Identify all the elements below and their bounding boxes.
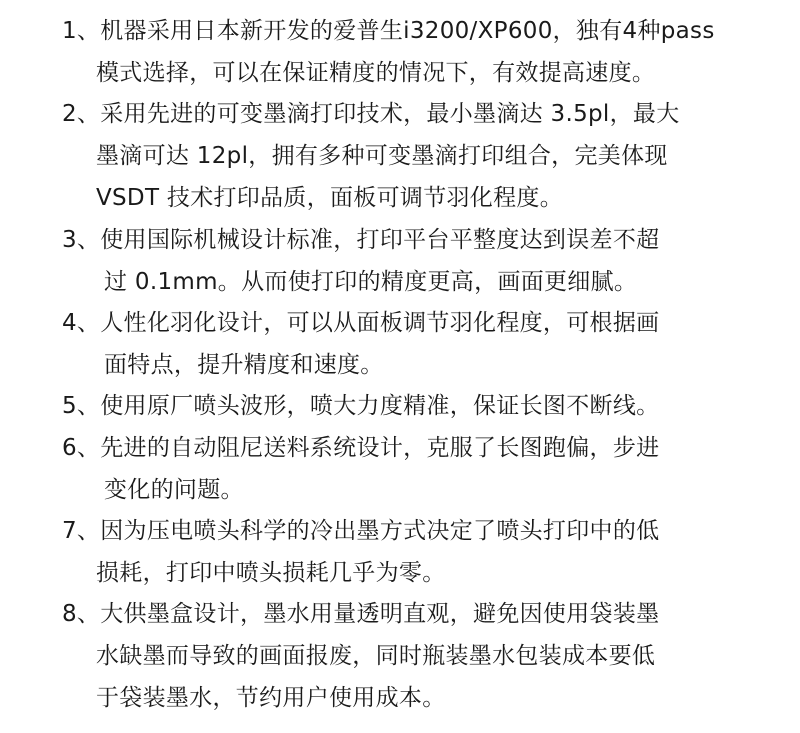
feature-8-line-1: 8、大供墨盒设计，墨水用量透明直观，避免因使用袋装墨 [62, 601, 660, 627]
feature-6-line-1: 6、先进的自动阻尼送料系统设计，克服了长图跑偏，步进 [62, 435, 660, 461]
feature-2-line-1: 2、采用先进的可变墨滴打印技术，最小墨滴达 3.5pl，最大 [62, 101, 680, 127]
feature-1-line-2: 模式选择，可以在保证精度的情况下，有效提高速度。 [96, 60, 656, 86]
feature-8-line-2: 水缺墨而导致的画面报废，同时瓶装墨水包装成本要低 [96, 643, 656, 669]
feature-6-line-2: 变化的问题。 [104, 477, 244, 503]
feature-7-line-1: 7、因为压电喷头科学的冷出墨方式决定了喷头打印中的低 [62, 518, 660, 544]
feature-4-line-1: 4、人性化羽化设计，可以从面板调节羽化程度，可根据画 [62, 310, 660, 336]
feature-2-line-3: VSDT 技术打印品质，面板可调节羽化程度。 [96, 185, 564, 211]
feature-4-line-2: 面特点，提升精度和速度。 [104, 352, 384, 378]
feature-3-line-1: 3、使用国际机械设计标准，打印平台平整度达到误差不超 [62, 227, 660, 253]
feature-8-line-3: 于袋装墨水，节约用户使用成本。 [96, 685, 446, 711]
feature-3-line-2: 过 0.1mm。从而使打印的精度更高，画面更细腻。 [104, 269, 638, 295]
feature-5-line-1: 5、使用原厂喷头波形，喷大力度精准，保证长图不断线。 [62, 393, 660, 419]
feature-2-line-2: 墨滴可达 12pl，拥有多种可变墨滴打印组合，完美体现 [96, 143, 668, 169]
feature-1-line-1: 1、机器采用日本新开发的爱普生i3200/XP600，独有4种pass [62, 18, 715, 44]
feature-7-line-2: 损耗，打印中喷头损耗几乎为零。 [96, 560, 446, 586]
